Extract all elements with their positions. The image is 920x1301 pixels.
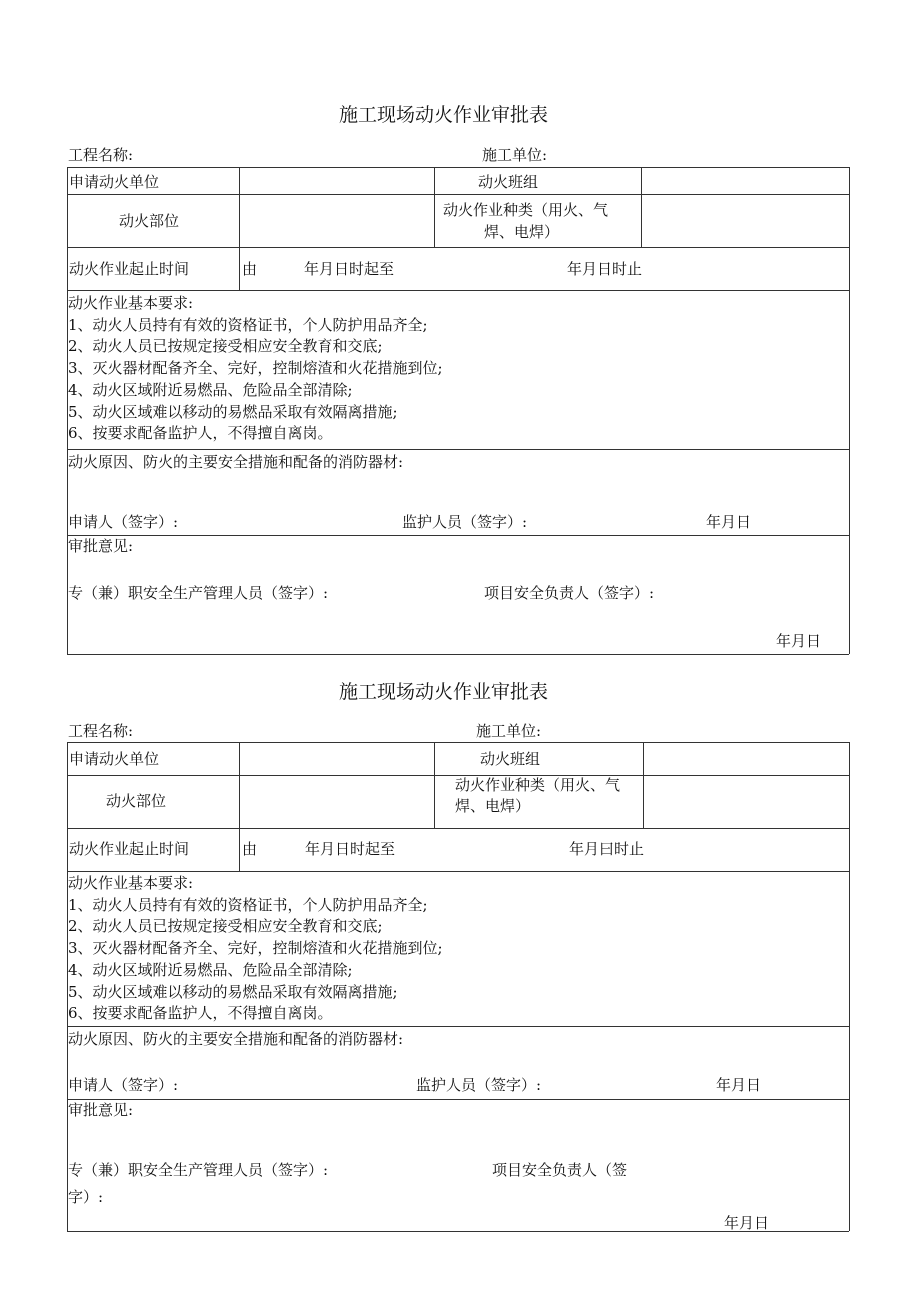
requirement-item: 3、灭火器材配备齐全、完好，控制熔渣和火花措施到位;: [68, 359, 443, 378]
measures-label: 动火原因、防火的主要安全措施和配备的消防器材:: [68, 1030, 404, 1048]
requirement-item: 2、动火人员已按规定接受相应安全教育和交底;: [68, 337, 383, 356]
apply-unit-field[interactable]: [244, 170, 430, 191]
time-label: 动火作业起止时间: [69, 260, 190, 278]
requirements-block: [68, 873, 443, 1025]
fire-location-field[interactable]: [244, 198, 430, 243]
time-start: 年月日时起至: [304, 260, 395, 278]
project-safety-signature-label-line2: 字）:: [68, 1188, 104, 1206]
fire-team-field[interactable]: [647, 745, 845, 772]
requirement-item: 5、动火区域难以移动的易燃品采取有效隔离措施;: [68, 402, 398, 421]
fire-team-field[interactable]: [645, 170, 845, 191]
measures-field[interactable]: [70, 1052, 845, 1076]
project-safety-signature-label: 项目安全负责人（签字）:: [484, 584, 655, 602]
time-label: 动火作业起止时间: [69, 840, 190, 858]
form-title: 施工现场动火作业审批表: [339, 104, 549, 126]
project-name-label: 工程名称:: [68, 722, 134, 740]
fire-type-field[interactable]: [647, 779, 845, 824]
safety-manager-signature-label: 专（兼）职安全生产管理人员（签字）:: [68, 584, 329, 602]
fire-location-label: 动火部位: [106, 792, 167, 810]
fire-type-label-line1: 动火作业种类（用火、气: [443, 201, 609, 219]
fire-type-field[interactable]: [645, 198, 845, 243]
time-from: 由: [242, 840, 258, 858]
requirement-item: 2、动火人员已按规定接受相应安全教育和交底;: [68, 917, 383, 936]
approval-date: 年月日: [724, 1214, 770, 1232]
measures-date: 年月日: [706, 513, 752, 531]
requirement-item: 4、动火区域附近易燃品、危险品全部清除;: [68, 960, 353, 979]
time-start: 年月日时起至: [305, 840, 396, 858]
requirement-item: 6、按要求配备监护人，不得擅自离岗。: [68, 1004, 333, 1023]
construction-unit-label: 施工单位:: [482, 146, 548, 164]
requirement-item: 5、动火区域难以移动的易燃品采取有效隔离措施;: [68, 982, 398, 1001]
requirements-title: 动火作业基本要求:: [68, 294, 194, 312]
requirements-title: 动火作业基本要求:: [68, 874, 194, 892]
applicant-signature-label: 申请人（签字）:: [68, 1076, 179, 1094]
time-from: 由: [242, 260, 258, 278]
approval-label: 审批意见:: [68, 1101, 134, 1119]
form-title: 施工现场动火作业审批表: [339, 681, 549, 703]
time-end: 年月日时止: [567, 260, 643, 278]
project-safety-signature-label-line1: 项目安全负责人（签: [492, 1161, 628, 1179]
measures-date: 年月日: [716, 1076, 762, 1094]
apply-unit-label: 申请动火单位: [69, 750, 160, 768]
fire-type-label-line2: 焊、电焊）: [455, 797, 531, 815]
applicant-signature-label: 申请人（签字）:: [68, 513, 179, 531]
requirement-item: 4、动火区域附近易燃品、危险品全部清除;: [68, 380, 353, 399]
requirement-item: 1、动火人员持有有效的资格证书，个人防护用品齐全;: [68, 315, 428, 334]
fire-team-label: 动火班组: [480, 750, 541, 768]
requirement-item: 3、灭火器材配备齐全、完好，控制熔渣和火花措施到位;: [68, 939, 443, 958]
apply-unit-field[interactable]: [244, 745, 430, 772]
construction-unit-label: 施工单位:: [476, 722, 542, 740]
time-end: 年月曰时止: [569, 840, 645, 858]
approval-date: 年月日: [776, 632, 822, 650]
fire-location-field[interactable]: [244, 779, 430, 824]
guardian-signature-label: 监护人员（签字）:: [416, 1076, 542, 1094]
measures-field[interactable]: [70, 475, 845, 510]
fire-team-label: 动火班组: [478, 173, 539, 191]
safety-manager-signature-label: 专（兼）职安全生产管理人员（签字）:: [68, 1161, 329, 1179]
approval-label: 审批意见:: [68, 537, 134, 555]
requirement-item: 1、动火人员持有有效的资格证书，个人防护用品齐全;: [68, 895, 428, 914]
apply-unit-label: 申请动火单位: [69, 173, 160, 191]
requirements-block: [68, 293, 443, 445]
project-name-label: 工程名称:: [68, 146, 134, 164]
measures-label: 动火原因、防火的主要安全措施和配备的消防器材:: [68, 453, 404, 471]
fire-type-label-line1: 动火作业种类（用火、气: [455, 776, 621, 794]
fire-type-label-line2: 焊、电焊）: [484, 223, 560, 241]
requirement-item: 6、按要求配备监护人，不得擅自离岗。: [68, 424, 333, 443]
guardian-signature-label: 监护人员（签字）:: [402, 513, 528, 531]
fire-location-label: 动火部位: [119, 212, 180, 230]
